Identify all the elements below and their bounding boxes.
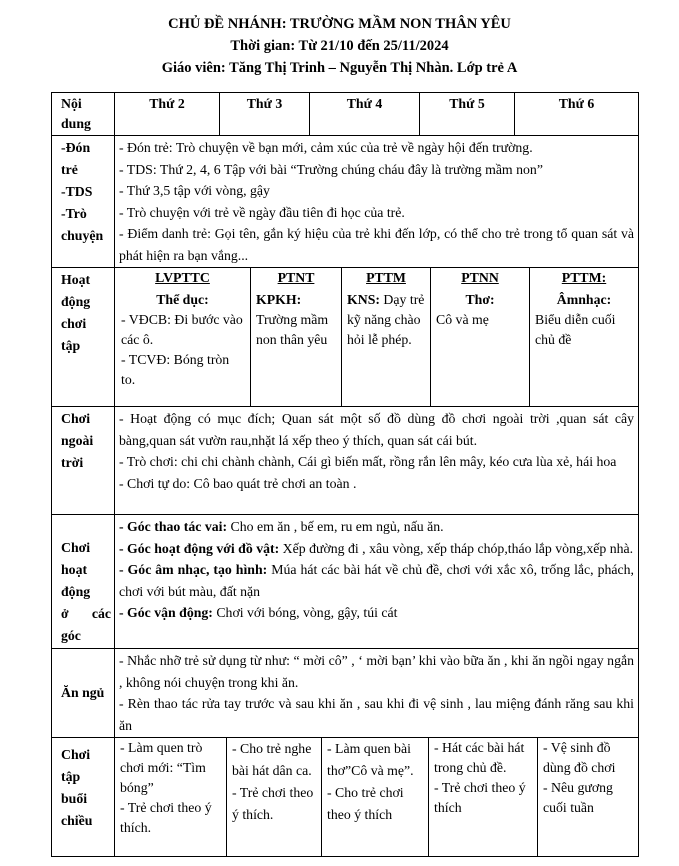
table-row-reception [52,136,639,268]
column-header-tue: Thứ 3 [220,93,310,136]
afternoon-wed: - Làm quen bài thơ”Cô và mẹ”. - Cho trẻ chơi theo ý thích [322,738,429,856]
page-title: CHỦ ĐỀ NHÁNH: TRƯỜNG MẦM NON THÂN YÊU [168,16,511,32]
activity-tue: PTNT KPKH: Trường mầm non thân yêu [251,268,342,406]
reception-line: - Thứ 3,5 tập với vòng, gậy [119,183,270,198]
outdoor-line: - Chơi tự do: Cô bao quát trẻ chơi an toàn . [119,475,357,491]
outdoor-content [115,407,639,515]
meal-sleep-line: - Rèn thao tác rửa tay trước và sau khi ăn , sau khi đi vệ sinh , lau miệng đánh răng sau khi ăn [119,696,634,733]
activity-wed: PTTM KNS: Dạy trẻ kỹ năng chào hỏi lễ phép. [342,268,431,406]
reception-line: - Điểm danh trẻ: Gọi tên, gắn ký hiệu của trẻ khi đến lớp, có thể cho trẻ trong tổ quan sát và phát hiện ra bạn vắng... [119,226,634,263]
column-header-thu: Thứ 5 [420,93,515,136]
afternoon-fri: - Vệ sinh đồ dùng đồ chơi - Nêu gương cuối tuần [543,740,616,815]
row-label-outdoor: Chơi ngoài trời [52,407,115,515]
outdoor-line: - Hoạt động có mục đích; Quan sát một số đồ dùng đồ chơi ngoài trời ,quan sát cây bàng,quan sát vườn rau,nhặt lá xếp theo ý thích, quan sát cái bút. [119,411,634,448]
activity-fri: PTTM: Âmnhạc: Biểu diễn cuối chủ đề [535,270,616,347]
row-label-corners: Chơi hoạt động ở các góc [52,515,115,649]
outdoor-line: - Trò chơi: chi chi chành chành, Cái gì biến mất, rồng rắn lên mây, kéo cưa lùa xẻ, hái hoa [119,454,617,469]
time-range: Thời gian: Từ 21/10 đến 25/11/2024 [230,38,449,54]
corners-content [115,515,639,649]
row-label-afternoon: Chơi tập buổi chiều [52,738,115,857]
reception-line: - Trò chuyện với trẻ về ngày đầu tiên đi học của trẻ. [119,204,405,220]
column-header-wed: Thứ 4 [310,93,420,136]
column-header-fri: Thứ 6 [515,93,639,136]
reception-line: - Đón trẻ: Trò chuyện về bạn mới, cảm xúc của trẻ về ngày hội đến trường. [119,140,533,155]
row-label-activities: Hoạt động chơi tập [52,268,115,407]
table-row-activities [52,268,639,407]
table-row-afternoon [52,738,639,857]
afternoon-content [115,738,639,857]
corner-item: - Góc vận động: Chơi với bóng, vòng, gậy, túi cát [119,605,398,620]
corner-item: - Góc thao tác vai: Cho em ăn , bế em, ru em ngủ, nấu ăn. [119,519,444,534]
table-header-row [52,93,639,136]
table-row-outdoor [52,407,639,515]
lesson-plan-table [51,92,639,857]
corner-item: - Góc hoạt động với đồ vật: Xếp đường đi , xâu vòng, xếp tháp chóp,tháo lắp vòng,xếp nhà. [119,540,634,556]
reception-content [115,136,639,268]
activity-mon: LVPTTC Thể dục: - VĐCB: Đi bước vào các ô. - TCVĐ: Bóng tròn to. [115,268,251,406]
afternoon-thu: - Hát các bài hát trong chủ đề. - Trẻ chơi theo ý thích [429,738,538,856]
corner-item: - Góc âm nhạc, tạo hình: Múa hát các bài hát về chủ đề, chơi với xắc xô, trống lắc, phách, chơi với bút màu, đất nặn [119,562,634,599]
activities-content [115,268,639,407]
activity-thu: PTNN Thơ: Cô và mẹ [431,268,530,406]
table-row-meal-sleep [52,649,639,738]
meal-sleep-content [115,649,639,738]
reception-line: - TDS: Thứ 2, 4, 6 Tập với bài “Trường chúng cháu đây là trường mầm non” [119,161,543,177]
meal-sleep-line: - Nhắc nhỡ trẻ sử dụng từ như: “ mời cô” , ‘ mời bạn’ khi vào bữa ăn , khi ăn ngồi ngay ngắn , không nói chuyện trong khi ăn. [119,653,634,690]
afternoon-mon: - Làm quen trò chơi mới: “Tìm bóng” - Trẻ chơi theo ý thích. [115,738,227,856]
row-label-reception: -Đón trẻ -TDS -Trò chuyện [52,136,115,268]
column-header-mon: Thứ 2 [115,93,220,136]
column-header-content: Nội dung [52,93,115,136]
row-label-meal-sleep: Ăn ngủ [52,649,115,738]
teachers-line: Giáo viên: Tăng Thị Trinh – Nguyễn Thị Nhàn. Lớp trẻ A [161,60,518,76]
table-row-corners [52,515,639,649]
afternoon-tue: - Cho trẻ nghe bài hát dân ca. - Trẻ chơi theo ý thích. [227,738,322,856]
